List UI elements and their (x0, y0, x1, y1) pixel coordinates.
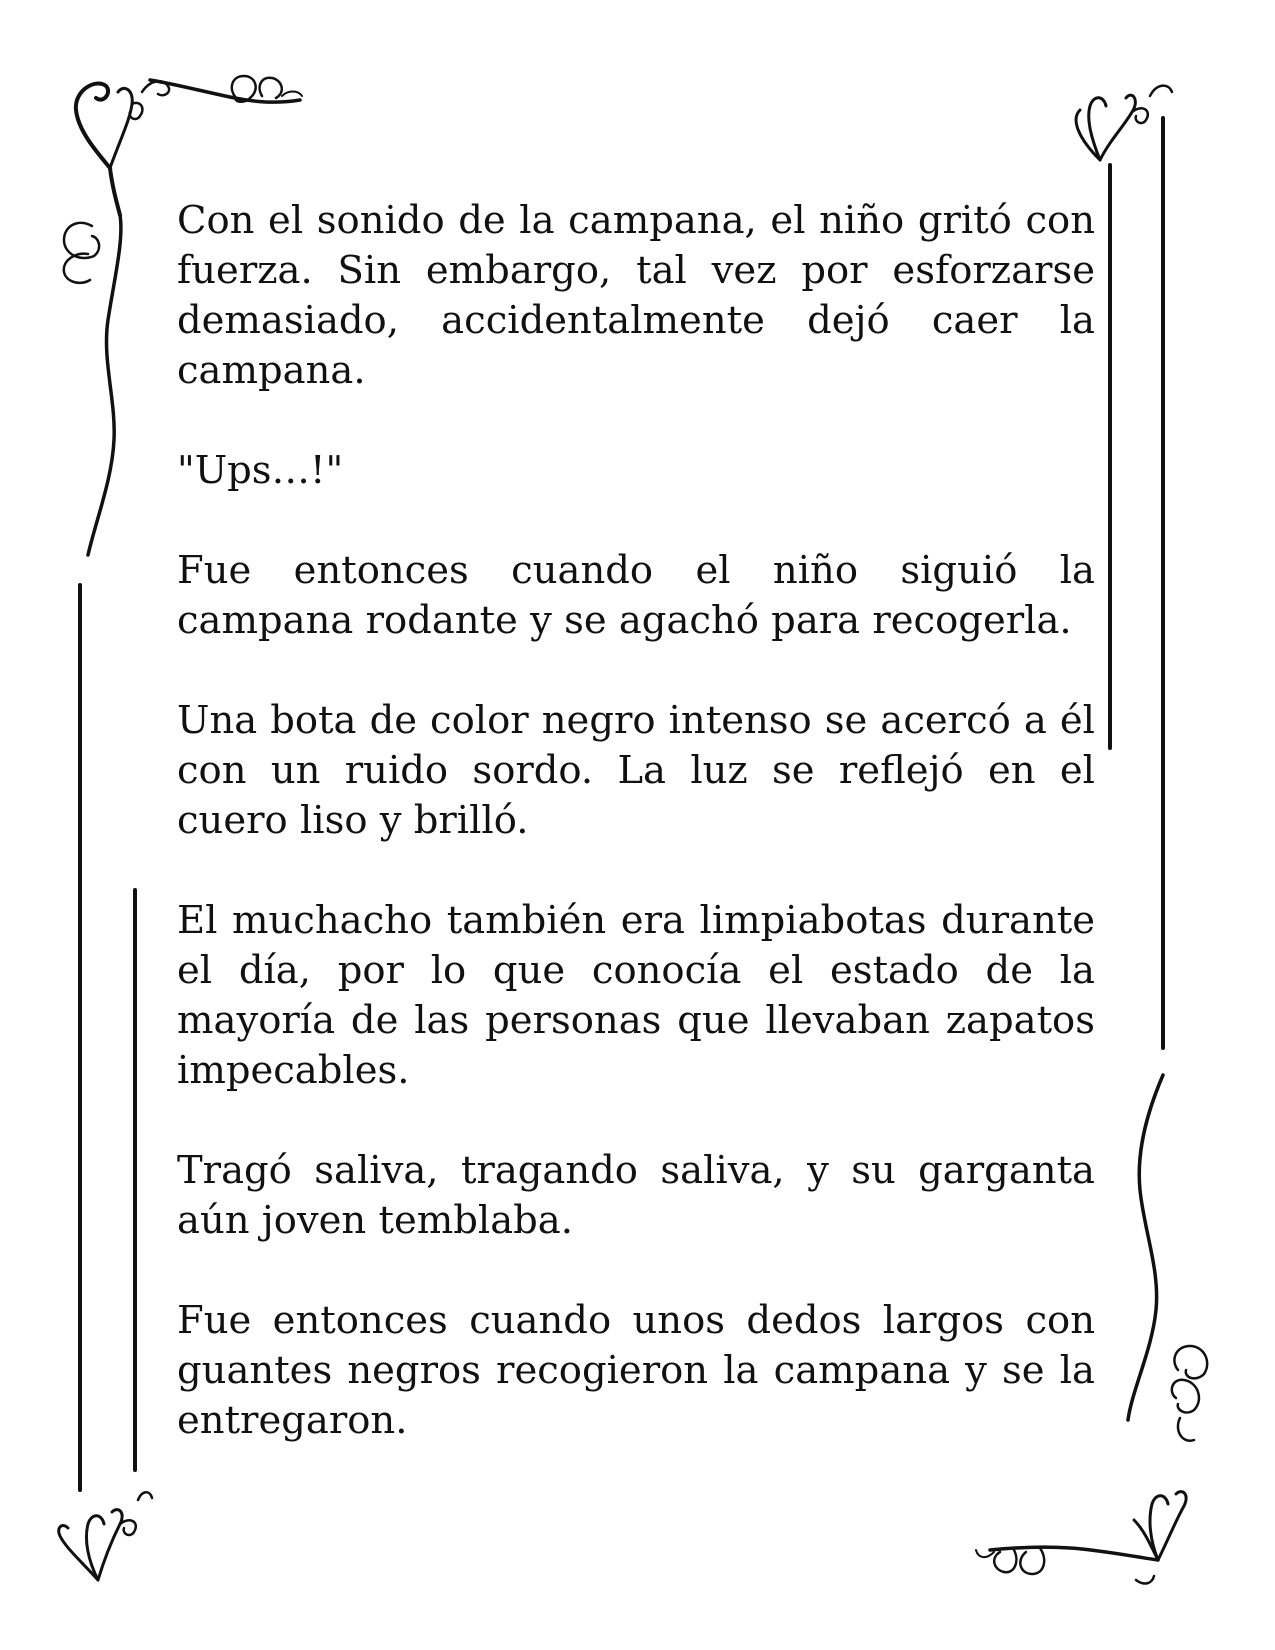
paragraph: Tragó saliva, tragando saliva, y su garganta aún joven temblaba. (177, 1148, 1095, 1243)
bottom-left-flourish (59, 1492, 152, 1580)
paragraph: Con el sonido de la campana, el niño gritó con fuerza. Sin embargo, tal vez por esforzarse demasiado, accidentalmente dejó caer la campana. (177, 198, 1095, 393)
paragraph: Una bota de color negro intenso se acercó a él con un ruido sordo. La luz se reflejó en el cuero liso y brilló. (177, 698, 1095, 843)
paragraph: Fue entonces cuando unos dedos largos con guantes negros recogieron la campana y se la entregaron. (177, 1298, 1095, 1443)
paragraph: Fue entonces cuando el niño siguió la campana rodante y se agachó para recogerla. (177, 548, 1095, 643)
paragraph: El muchacho también era limpiabotas durante el día, por lo que conocía el estado de la mayoría de las personas que llevaban zapatos impecables. (177, 898, 1095, 1093)
paragraph: "Ups…!" (177, 448, 344, 493)
story-text (177, 196, 1095, 1446)
